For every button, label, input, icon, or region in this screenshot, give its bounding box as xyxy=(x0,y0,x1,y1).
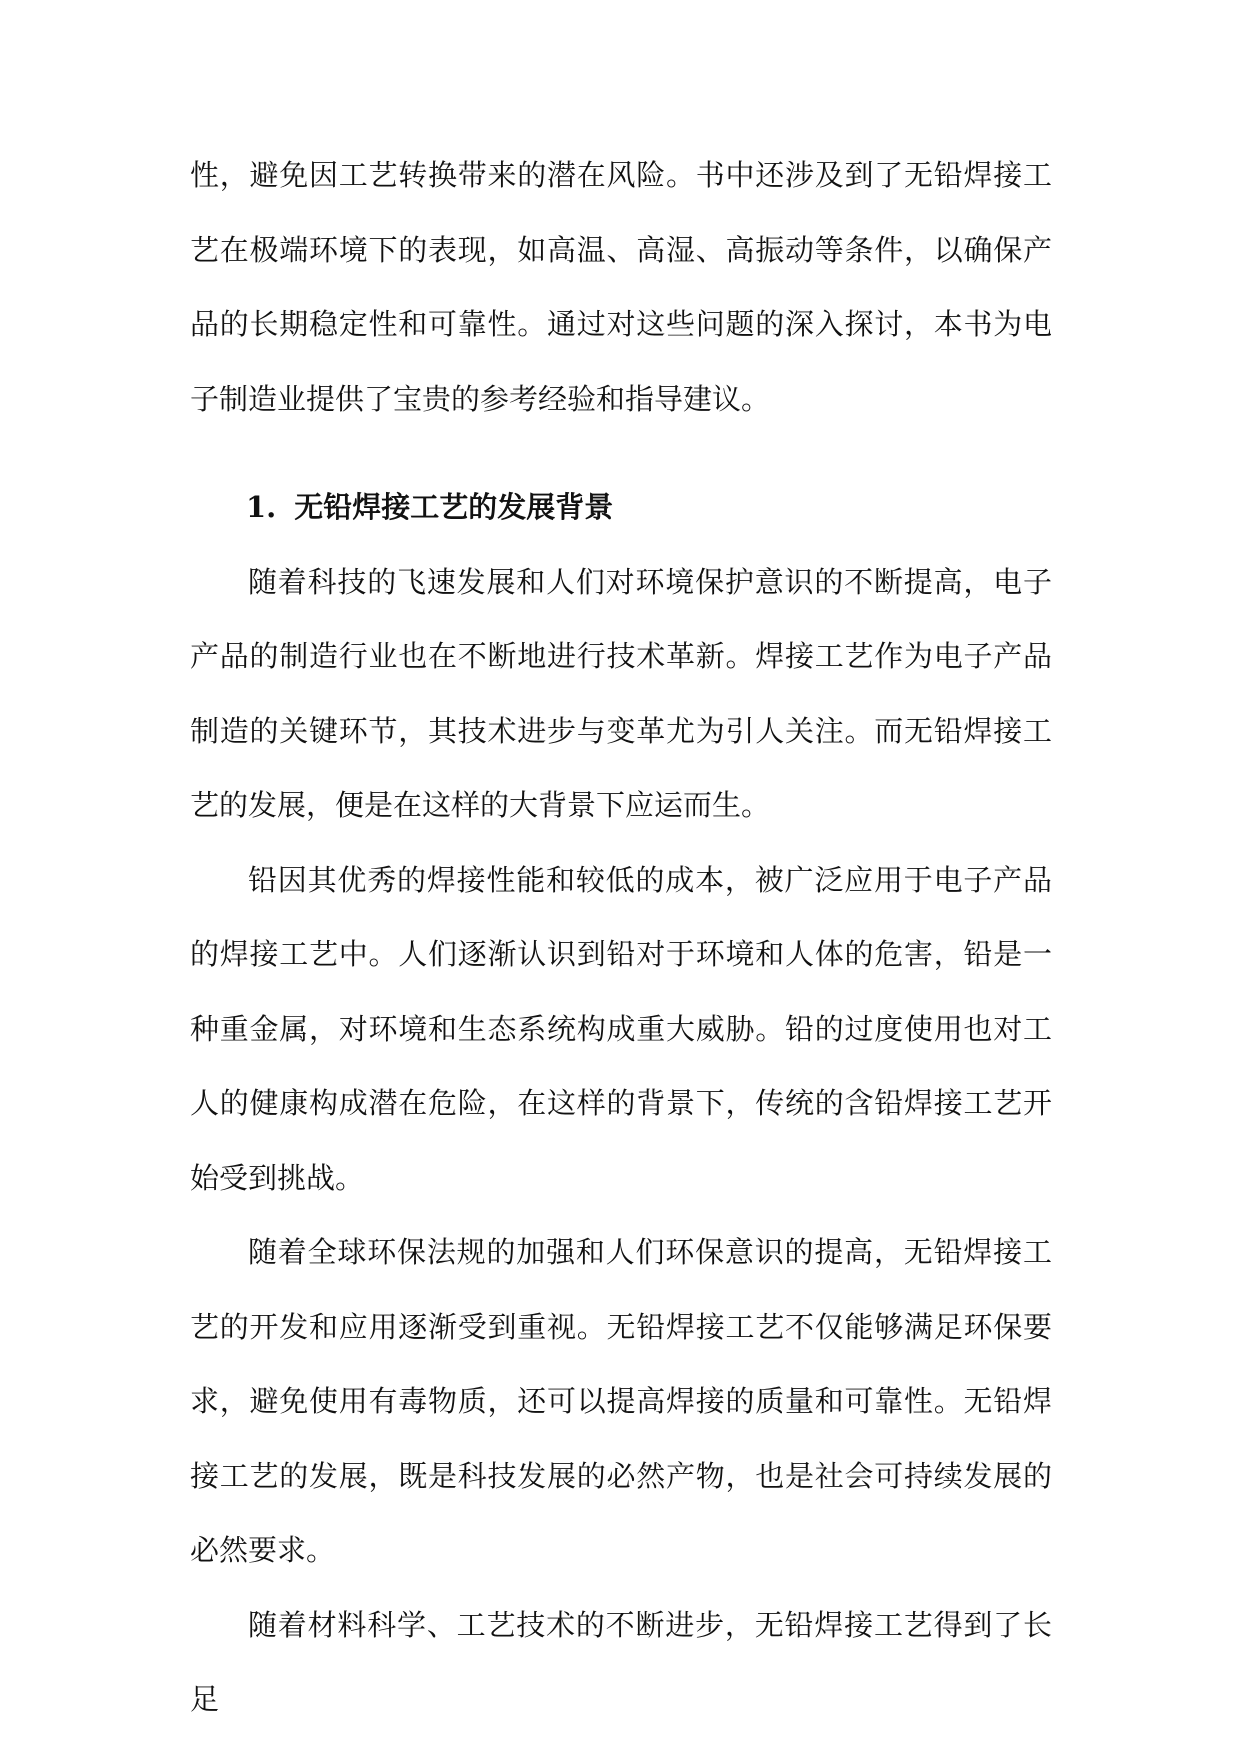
intro-paragraph: 性，避免因工艺转换带来的潜在风险。书中还涉及到了无铅焊接工艺在极端环境下的表现，如高温、高湿、高振动等条件，以确保产品的长期稳定性和可靠性。通过对这些问题的深入探讨，本书为电子制造业提供了宝贵的参考经验和指导建议。 xyxy=(190,158,1052,416)
body-paragraph: 随着材料科学、工艺技术的不断进步，无铅焊接工艺得到了长足 xyxy=(190,1607,1052,1716)
document-body xyxy=(190,138,1052,1737)
section-heading xyxy=(190,470,1052,545)
section-number: 1. xyxy=(246,490,277,524)
section-title: 无铅焊接工艺的发展背景 xyxy=(294,490,614,524)
body-paragraph: 随着科技的飞速发展和人们对环境保护意识的不断提高，电子产品的制造行业也在不断地进行技术革新。焊接工艺作为电子产品制造的关键环节，其技术进步与变革尤为引人关注。而无铅焊接工艺的发展，便是在这样的大背景下应运而生。 xyxy=(190,564,1052,822)
body-paragraph: 铅因其优秀的焊接性能和较低的成本，被广泛应用于电子产品的焊接工艺中。人们逐渐认识到铅对于环境和人体的危害，铅是一种重金属，对环境和生态系统构成重大威胁。铅的过度使用也对工人的健康构成潜在危险，在这样的背景下，传统的含铅焊接工艺开始受到挑战。 xyxy=(190,862,1052,1195)
body-paragraph: 随着全球环保法规的加强和人们环保意识的提高，无铅焊接工艺的开发和应用逐渐受到重视。无铅焊接工艺不仅能够满足环保要求，避免使用有毒物质，还可以提高焊接的质量和可靠性。无铅焊接工艺的发展，既是科技发展的必然产物，也是社会可持续发展的必然要求。 xyxy=(190,1235,1052,1567)
